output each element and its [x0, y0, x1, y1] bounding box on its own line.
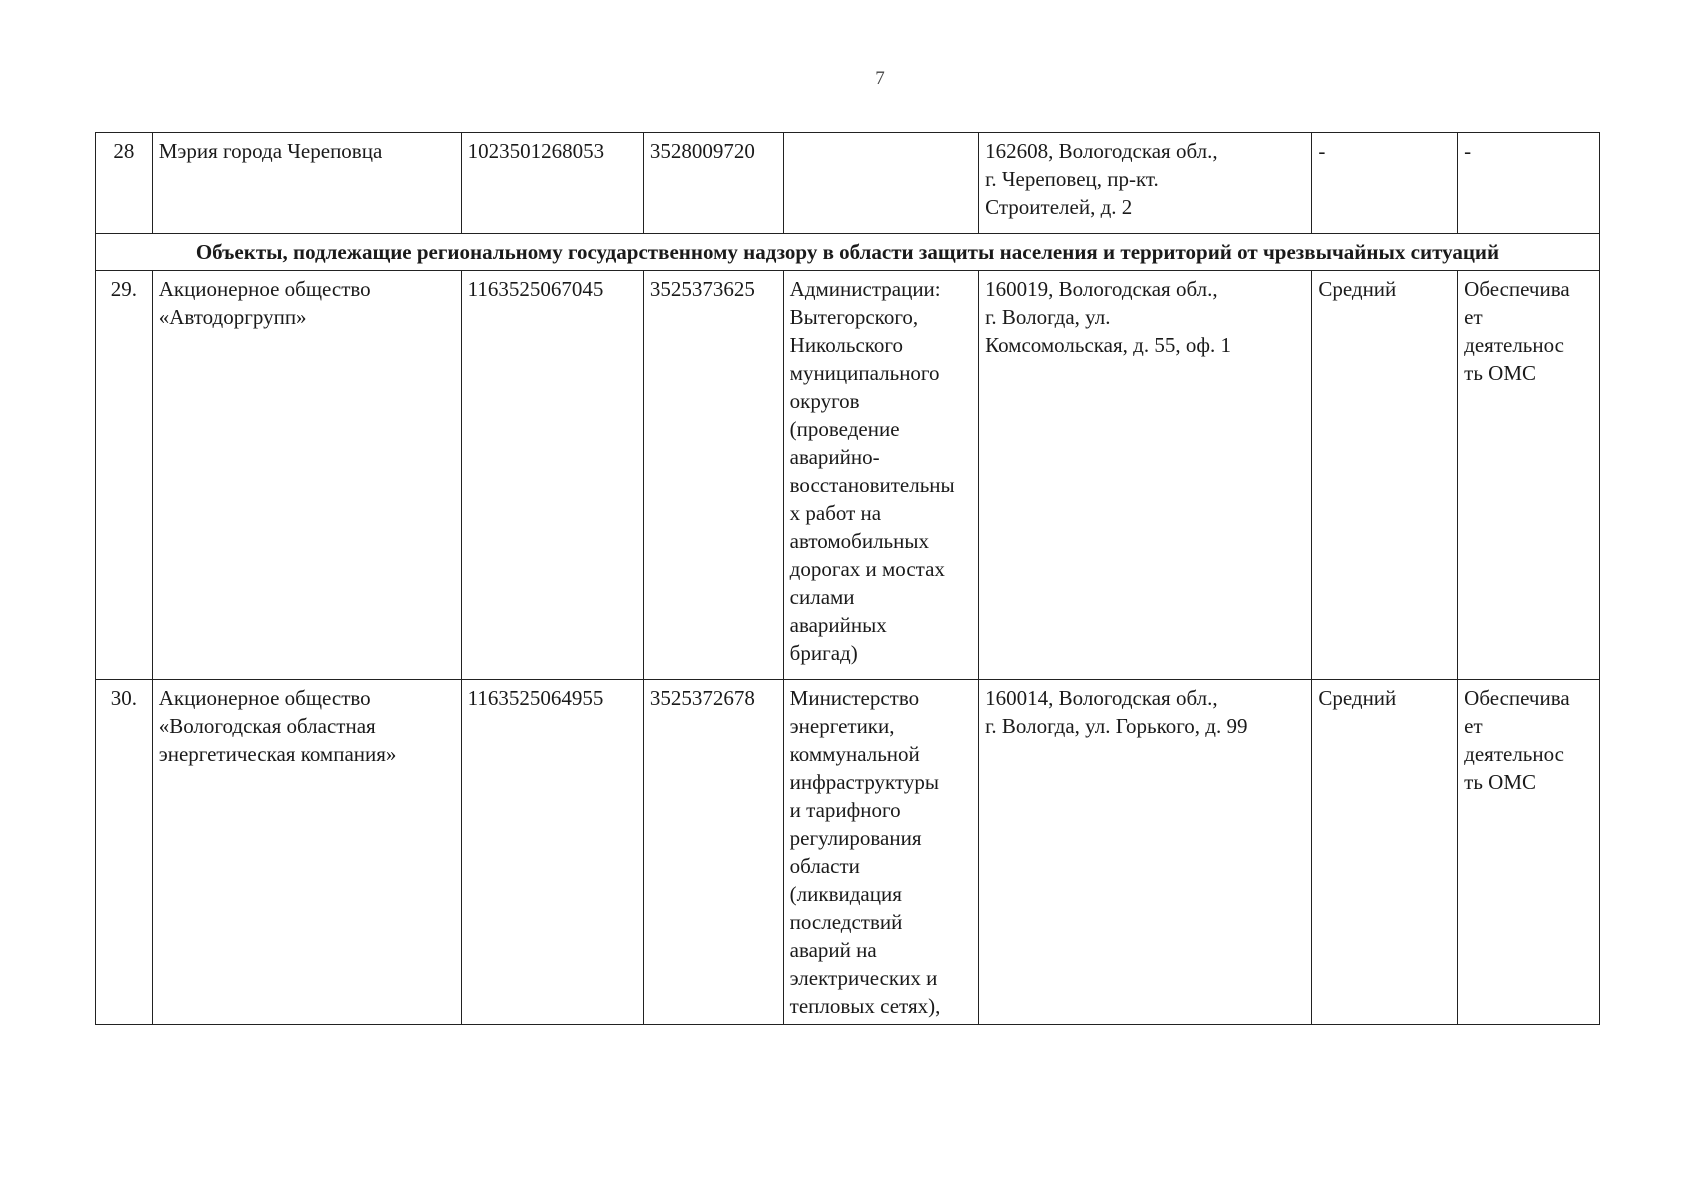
ogrn-cell: 1023501268053	[461, 133, 643, 234]
inn-cell: 3525373625	[643, 271, 783, 680]
row-number: 28	[96, 133, 153, 234]
ogrn-cell: 1163525064955	[461, 680, 643, 1025]
basis-cell	[783, 133, 978, 234]
inn-cell: 3528009720	[643, 133, 783, 234]
ogrn-cell: 1163525067045	[461, 271, 643, 680]
registry-table	[95, 132, 1600, 1025]
risk-category-cell: Средний	[1312, 680, 1458, 1025]
section-heading-row	[96, 234, 1600, 271]
inn-cell: 3525372678	[643, 680, 783, 1025]
section-heading: Объекты, подлежащие региональному государственному надзору в области защиты населения и территорий от чрезвычайных ситуаций	[96, 234, 1600, 271]
note-cell: Обеспечива ет деятельнос ть ОМС	[1458, 680, 1600, 1025]
address-cell: 162608, Вологодская обл., г. Череповец, пр-кт. Строителей, д. 2	[979, 133, 1312, 234]
organization-name: Акционерное общество «Вологодская областная энергетическая компания»	[152, 680, 461, 1025]
risk-category-cell: Средний	[1312, 271, 1458, 680]
basis-cell: Администрации: Вытегорского, Никольского муниципального округов (проведение аварийно- восстановительны х работ на автомобильных дорогах и мостах силами аварийных бригад)	[783, 271, 978, 680]
table-row	[96, 133, 1600, 234]
basis-cell: Министерство энергетики, коммунальной инфраструктуры и тарифного регулирования области (ликвидация последствий аварий на электрических и тепловых сетях),	[783, 680, 978, 1025]
note-cell: Обеспечива ет деятельнос ть ОМС	[1458, 271, 1600, 680]
risk-category-cell: -	[1312, 133, 1458, 234]
row-number: 30.	[96, 680, 153, 1025]
page-number: 7	[875, 68, 885, 89]
table-row	[96, 680, 1600, 1025]
organization-name: Акционерное общество «Автодоргрупп»	[152, 271, 461, 680]
row-number: 29.	[96, 271, 153, 680]
address-cell: 160019, Вологодская обл., г. Вологда, ул. Комсомольская, д. 55, оф. 1	[979, 271, 1312, 680]
address-cell: 160014, Вологодская обл., г. Вологда, ул. Горького, д. 99	[979, 680, 1312, 1025]
organization-name: Мэрия города Череповца	[152, 133, 461, 234]
table-row	[96, 271, 1600, 680]
note-cell: -	[1458, 133, 1600, 234]
